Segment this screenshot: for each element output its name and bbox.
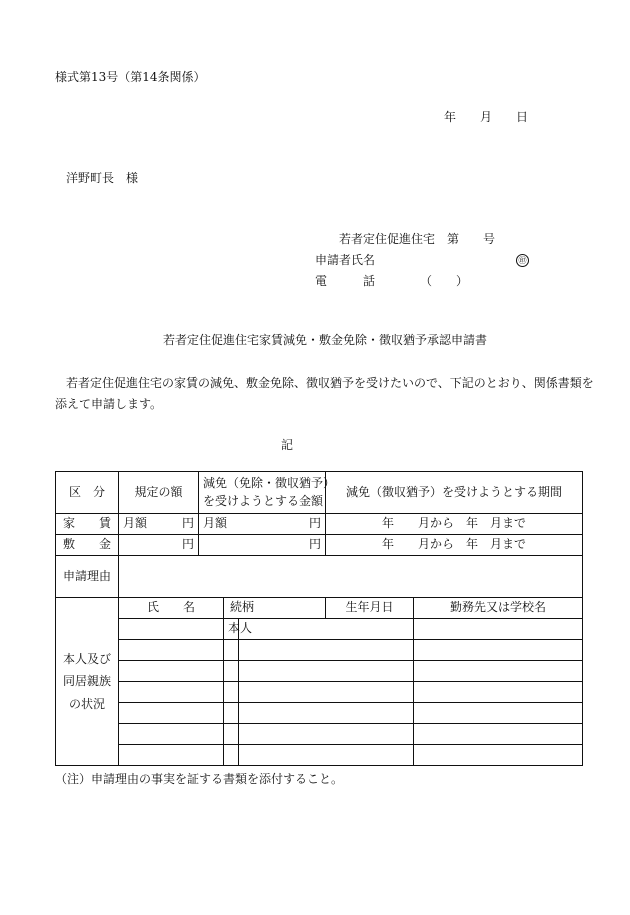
member-relation[interactable] bbox=[224, 724, 239, 745]
header-reduction-line-2: を受けようとする金額 bbox=[203, 493, 324, 508]
header-period: 減免（徴収猶予）を受けようとする期間 bbox=[326, 472, 583, 514]
household-row bbox=[56, 619, 583, 640]
member-workplace[interactable] bbox=[414, 682, 583, 703]
rent-row bbox=[56, 514, 583, 535]
rent-reduction-monthly-label: 月額 bbox=[203, 516, 228, 531]
yen-unit: 円 bbox=[181, 516, 194, 531]
document-title: 若者定住促進住宅家賃減免・敷金免除・徴収猶予承認申請書 bbox=[163, 333, 488, 347]
header-reduction-line-1: 減免（免除・徴収猶予） bbox=[203, 476, 336, 491]
deposit-reduction-cell[interactable]: 円 bbox=[199, 535, 326, 556]
member-birthdate[interactable] bbox=[239, 619, 414, 640]
member-birthdate[interactable] bbox=[239, 661, 414, 682]
applicant-name-label: 申請者氏名 bbox=[315, 253, 376, 267]
member-relation[interactable] bbox=[224, 703, 239, 724]
household-row bbox=[56, 724, 583, 745]
col-name: 氏 名 bbox=[119, 598, 224, 619]
household-label-line-3: の状況 bbox=[68, 696, 105, 711]
deposit-standard-cell[interactable]: 円 bbox=[119, 535, 199, 556]
application-table bbox=[55, 471, 583, 766]
header-reduction-amount bbox=[199, 472, 336, 514]
household-row bbox=[56, 682, 583, 703]
member-workplace[interactable] bbox=[414, 619, 583, 640]
body-line-2: 添えて申請します。 bbox=[55, 397, 163, 411]
col-birth: 生年月日 bbox=[326, 598, 414, 619]
deposit-row bbox=[56, 535, 583, 556]
member-birthdate[interactable] bbox=[239, 682, 414, 703]
household-row bbox=[56, 661, 583, 682]
recipient: 洋野町長 様 bbox=[66, 171, 139, 185]
date-line: 年 月 日 bbox=[444, 110, 529, 124]
member-name[interactable] bbox=[119, 682, 224, 703]
member-birthdate[interactable] bbox=[239, 724, 414, 745]
header-category: 区 分 bbox=[56, 472, 119, 514]
rent-label: 家 賃 bbox=[56, 514, 119, 535]
member-workplace[interactable] bbox=[414, 640, 583, 661]
member-workplace[interactable] bbox=[414, 724, 583, 745]
rent-standard-cell[interactable] bbox=[119, 514, 199, 535]
member-workplace[interactable] bbox=[414, 745, 583, 766]
body-line-1: 若者定住促進住宅の家賃の減免、敷金免除、徴収猶予を受けたいので、下記のとおり、関係書類を bbox=[66, 376, 594, 390]
ki-heading: 記 bbox=[281, 438, 294, 452]
seal-mark bbox=[516, 253, 529, 267]
deposit-label: 敷 金 bbox=[56, 535, 119, 556]
rent-monthly-label: 月額 bbox=[123, 516, 148, 531]
member-workplace[interactable] bbox=[414, 661, 583, 682]
member-relation[interactable] bbox=[224, 682, 239, 703]
member-relation[interactable]: 本人 bbox=[224, 619, 239, 640]
member-name[interactable] bbox=[119, 724, 224, 745]
member-name[interactable] bbox=[119, 703, 224, 724]
member-relation[interactable] bbox=[224, 661, 239, 682]
member-birthdate[interactable] bbox=[239, 640, 414, 661]
phone-label: 電 話 bbox=[315, 274, 376, 288]
member-name[interactable] bbox=[119, 661, 224, 682]
form-number: 様式第13号（第14条関係） bbox=[55, 70, 206, 84]
yen-unit: 円 bbox=[309, 516, 322, 531]
col-relation: 続柄 bbox=[224, 598, 326, 619]
housing-label: 若者定住促進住宅 第 号 bbox=[339, 232, 496, 246]
member-name[interactable] bbox=[119, 619, 224, 640]
footnote: （注）申請理由の事実を証する書類を添付すること。 bbox=[55, 772, 344, 786]
household-row bbox=[56, 745, 583, 766]
member-name[interactable] bbox=[119, 640, 224, 661]
header-standard-amount: 規定の額 bbox=[119, 472, 199, 514]
reason-row bbox=[56, 556, 583, 598]
phone-parens: （ ） bbox=[420, 274, 469, 288]
household-row bbox=[56, 640, 583, 661]
member-relation[interactable] bbox=[224, 745, 239, 766]
deposit-period-cell[interactable]: 年 月から 年 月まで bbox=[326, 535, 583, 556]
household-header-row bbox=[56, 598, 583, 619]
member-workplace[interactable] bbox=[414, 703, 583, 724]
member-relation[interactable] bbox=[224, 640, 239, 661]
household-row bbox=[56, 703, 583, 724]
reason-input[interactable] bbox=[119, 556, 583, 598]
seal-icon: ㊞ bbox=[516, 254, 529, 267]
member-name[interactable] bbox=[119, 745, 224, 766]
col-workplace: 勤務先又は学校名 bbox=[414, 598, 583, 619]
reason-label: 申請理由 bbox=[56, 556, 119, 598]
rent-reduction-cell[interactable] bbox=[199, 514, 326, 535]
rent-period-cell[interactable]: 年 月から 年 月まで bbox=[326, 514, 583, 535]
member-birthdate[interactable] bbox=[239, 745, 414, 766]
member-birthdate[interactable] bbox=[239, 703, 414, 724]
header-row bbox=[56, 472, 583, 514]
household-label-line-2: 同居親族 bbox=[62, 674, 111, 689]
household-label-line-1: 本人及び bbox=[62, 652, 111, 667]
household-label bbox=[56, 598, 119, 766]
